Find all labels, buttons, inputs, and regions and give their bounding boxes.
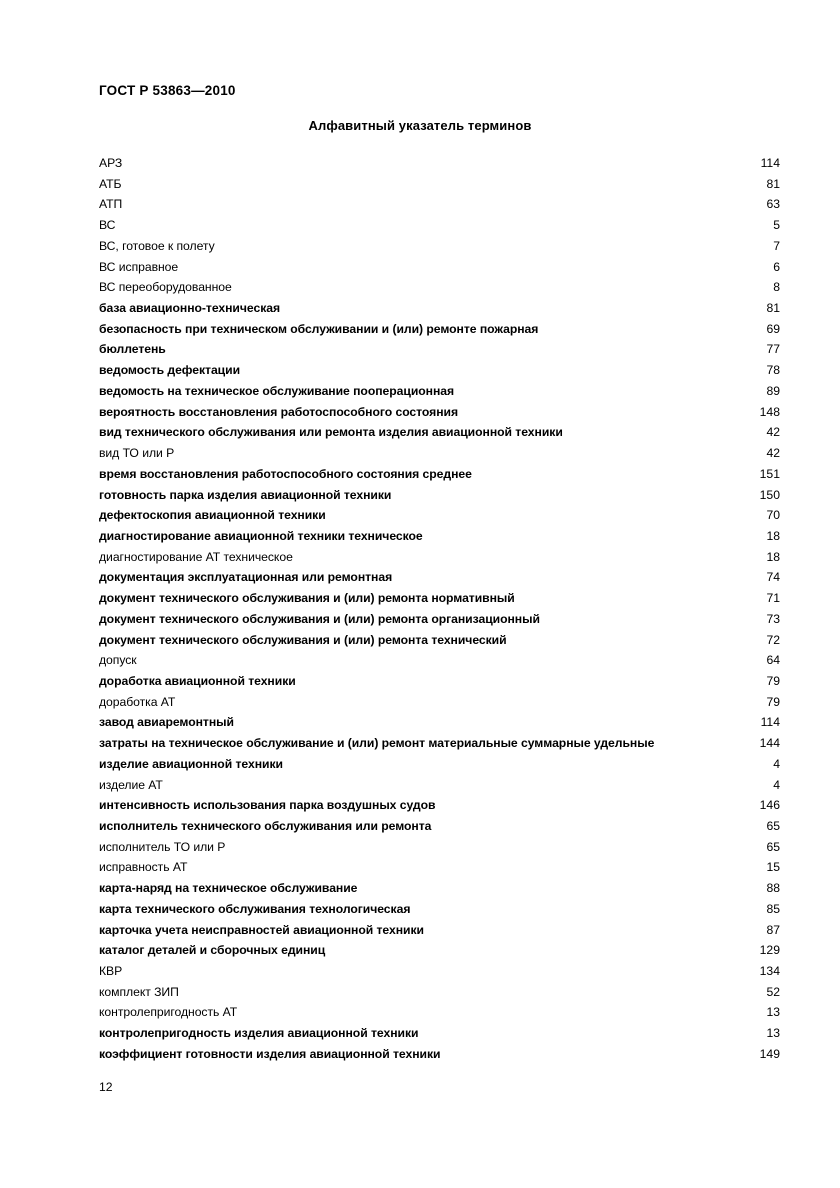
index-term: диагностирование АТ техническое [99,549,293,564]
index-page-number: 15 [766,860,780,875]
index-term: ведомость дефектации [99,363,241,378]
index-term: ВС, готовое к полету [99,238,215,253]
index-entry-row [99,339,780,360]
index-term: АТБ [99,176,122,191]
index-page-number: 65 [766,839,780,854]
index-entry-row [99,174,780,195]
index-page-number: 72 [766,632,780,647]
index-entry-row [99,505,780,526]
index-term: диагностирование авиационной техники техническое [99,528,423,543]
index-entry-row [99,609,780,630]
index-page-number: 146 [759,798,780,813]
index-term: исправность АТ [99,860,188,875]
index-term: ведомость на техническое обслуживание пооперационная [99,383,455,398]
index-entry-row [99,464,780,485]
index-entry-row [99,878,780,899]
index-entry-row [99,422,780,443]
index-term: ВС [99,218,116,233]
index-entry-row [99,837,780,858]
index-term: интенсивность использования парка воздушных судов [99,798,436,813]
index-term: вид технического обслуживания или ремонта изделия авиационной техники [99,425,563,440]
index-page-number: 144 [759,736,780,751]
index-entry-row [99,630,780,651]
index-page-number: 42 [766,425,780,440]
index-page-number: 8 [773,280,780,295]
index-page-number: 70 [766,508,780,523]
index-page-number: 13 [766,1026,780,1041]
index-entry-row [99,1044,780,1065]
index-entry-row [99,402,780,423]
index-page-number: 18 [766,549,780,564]
index-entry-row [99,298,780,319]
index-entry-row [99,215,780,236]
index-term: ВС переоборудованное [99,280,232,295]
index-entry-row [99,1002,780,1023]
index-entry-row [99,485,780,506]
index-page-number: 151 [759,466,780,481]
index-page-number: 150 [759,487,780,502]
index-entry-row [99,526,780,547]
index-page-number: 64 [766,653,780,668]
index-term: безопасность при техническом обслуживании и (или) ремонте пожарная [99,321,539,336]
index-page-number: 63 [766,197,780,212]
index-term: каталог деталей и сборочных единиц [99,943,326,958]
index-term: документация эксплуатационная или ремонтная [99,570,393,585]
index-entry-row [99,857,780,878]
index-page-number: 18 [766,528,780,543]
index-term: карточка учета неисправностей авиационной техники [99,922,424,937]
index-page-number: 129 [759,943,780,958]
index-term: контролепригодность АТ [99,1005,238,1020]
index-entry-row [99,982,780,1003]
index-term: карта-наряд на техническое обслуживание [99,881,358,896]
index-page-number: 78 [766,363,780,378]
index-term: АТП [99,197,123,212]
index-entry-row [99,712,780,733]
index-term: ВС исправное [99,259,179,274]
index-page-number: 52 [766,984,780,999]
index-term: документ технического обслуживания и (или) ремонта нормативный [99,591,515,606]
index-entry-row [99,733,780,754]
index-page-number: 149 [759,1046,780,1061]
index-entry-row [99,1023,780,1044]
index-page-number: 13 [766,1005,780,1020]
index-entry-row [99,381,780,402]
index-entry-row [99,754,780,775]
index-entry-row [99,692,780,713]
index-entry-row [99,588,780,609]
index-page-number: 79 [766,673,780,688]
index-entry-row [99,795,780,816]
index-term: бюллетень [99,342,166,357]
index-term: завод авиаремонтный [99,715,234,730]
index-term: контролепригодность изделия авиационной техники [99,1026,419,1041]
index-term: изделие авиационной техники [99,756,283,771]
index-page-number: 88 [766,881,780,896]
alphabetical-index-list [99,153,780,1065]
index-term: карта технического обслуживания технологическая [99,901,411,916]
index-page-number: 89 [766,383,780,398]
index-page-number: 4 [773,756,780,771]
index-term: дефектоскопия авиационной техники [99,508,326,523]
index-term: затраты на техническое обслуживание и (или) ремонт материальные суммарные удельные [99,736,655,751]
index-page-number: 81 [766,176,780,191]
index-term: допуск [99,653,137,668]
index-page-number: 85 [766,901,780,916]
index-entry-row [99,567,780,588]
index-entry-row [99,650,780,671]
index-page-number: 7 [773,238,780,253]
index-entry-row [99,319,780,340]
index-term: комплект ЗИП [99,984,179,999]
index-page-number: 71 [766,591,780,606]
index-page-number: 81 [766,301,780,316]
index-page-number: 4 [773,777,780,792]
index-term: база авиационно-техническая [99,301,281,316]
index-page-number: 77 [766,342,780,357]
index-page-number: 74 [766,570,780,585]
index-term: коэффициент готовности изделия авиационной техники [99,1046,441,1061]
index-entry-row [99,153,780,174]
index-term: доработка АТ [99,694,176,709]
index-page-number: 65 [766,819,780,833]
index-entry-row [99,940,780,961]
index-page-number: 42 [766,446,780,461]
index-term: КВР [99,964,123,979]
index-entry-row [99,899,780,920]
index-entry-row [99,961,780,982]
index-page-number: 114 [760,715,780,730]
index-page-number: 5 [773,218,780,233]
index-term: доработка авиационной техники [99,673,296,688]
standard-designation-header: ГОСТ Р 53863—2010 [99,83,236,98]
index-term: вид ТО или Р [99,446,175,461]
index-entry-row [99,775,780,796]
index-entry-row [99,360,780,381]
index-term: исполнитель технического обслуживания или ремонта [99,819,432,833]
index-term: изделие АТ [99,777,163,792]
index-entry-row [99,277,780,298]
index-entry-row [99,816,780,837]
index-entry-row [99,920,780,941]
index-page-number: 114 [760,156,780,170]
index-term: готовность парка изделия авиационной техники [99,487,392,502]
index-page-number: 73 [766,611,780,626]
index-term: АРЗ [99,156,123,170]
index-entry-row [99,443,780,464]
index-page-number: 87 [766,922,780,937]
index-page-number: 69 [766,321,780,336]
index-page-number: 79 [766,694,780,709]
index-page-number: 134 [759,964,780,979]
index-page-number: 6 [773,259,780,274]
index-page-number: 148 [759,404,780,419]
page-title: Алфавитный указатель терминов [308,118,532,133]
index-entry-row [99,671,780,692]
index-term: вероятность восстановления работоспособного состояния [99,404,459,419]
index-term: документ технического обслуживания и (или) ремонта организационный [99,611,540,626]
index-term: документ технического обслуживания и (или) ремонта технический [99,632,507,647]
index-entry-row [99,194,780,215]
index-term: исполнитель ТО или Р [99,839,226,854]
index-entry-row [99,257,780,278]
index-term: время восстановления работоспособного состояния среднее [99,466,472,481]
index-entry-row [99,547,780,568]
index-entry-row [99,236,780,257]
page-folio-number: 12 [99,1080,113,1094]
